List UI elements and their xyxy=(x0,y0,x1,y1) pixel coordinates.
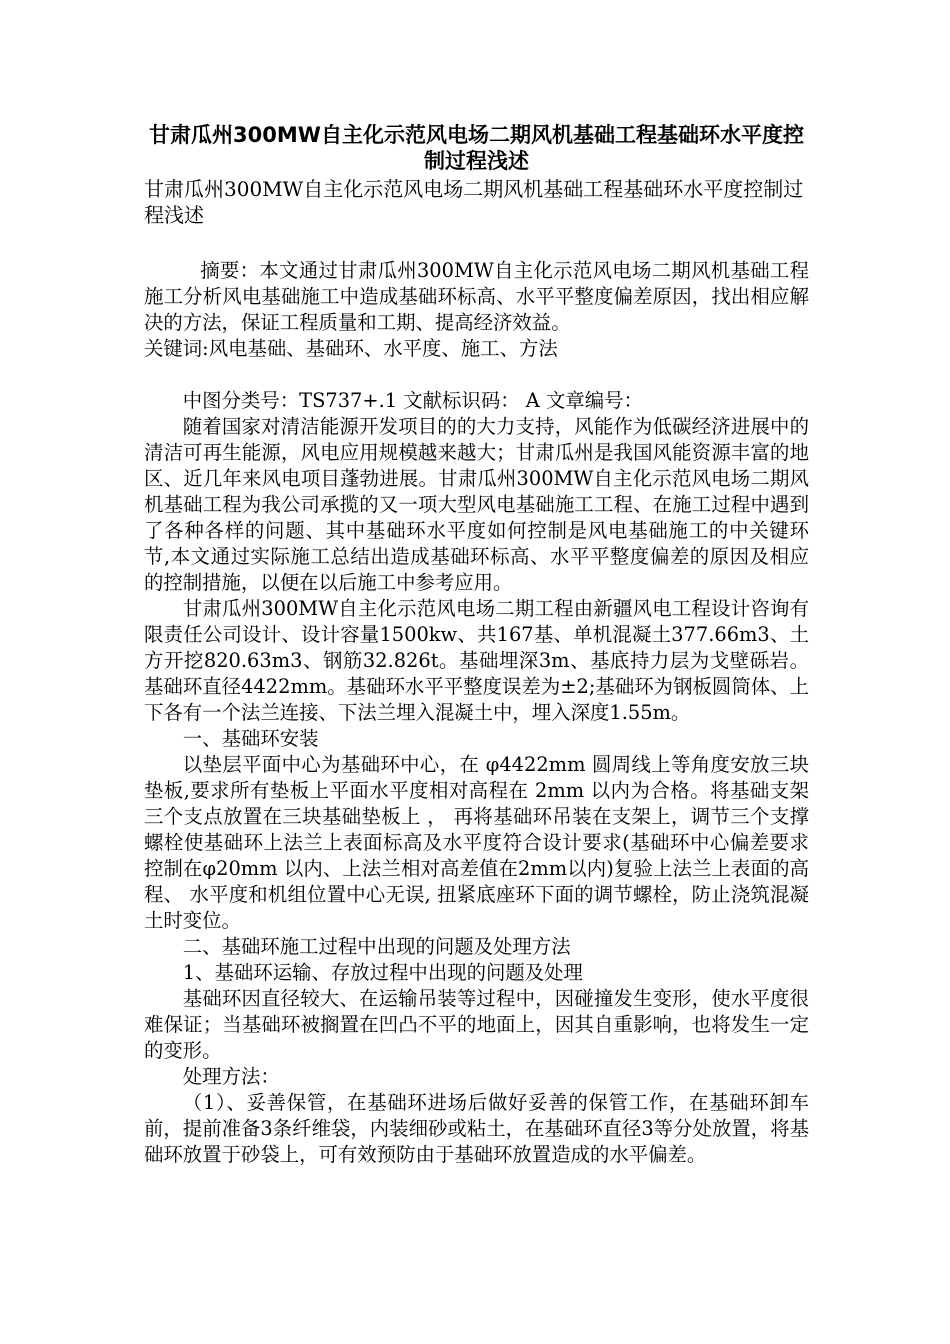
document-subtitle: 甘肃瓜州300MW自主化示范风电场二期风机基础工程基础环水平度控制过程浅述 xyxy=(144,177,804,227)
spacer xyxy=(144,228,809,258)
section-heading: 一、基础环安装 xyxy=(182,727,319,750)
subsection-heading: 1、基础环运输、存放过程中出现的问题及处理 xyxy=(182,961,583,984)
body-paragraph: 处理方法： xyxy=(182,1065,280,1088)
body-paragraph: 随着国家对清洁能源开发项目的的大力支持，风能作为低碳经济进展中的清洁可再生能源，风电应用规模越来越大；甘肃瓜州是我国风能资源丰富的地区、近几年来风电项目蓬勃进展。甘肃瓜州300MW自主化示范风电场二期风机基础工程为我公司承揽的又一项大型风电基础施工工程、在施工过程中遇到了各种各样的问题、其中基础环水平度如何控制是风电基础施工的中关键环节,本文通过实际施工总结出造成基础环标高、水平平整度偏差的原因及相应的控制措施，以便在以后施工中参考应用。 xyxy=(144,415,809,594)
document-title: 甘肃瓜州300MW自主化示范风电场二期风机基础工程基础环水平度控制过程浅述 xyxy=(149,123,804,173)
body-paragraph: 基础环因直径较大、在运输吊装等过程中，因碰撞发生变形，使水平度很难保证；当基础环被搁置在凹凸不平的地面上，因其自重影响，也将发生一定的变形。 xyxy=(144,987,809,1062)
document-page xyxy=(144,122,809,1168)
abstract-paragraph: 摘要：本文通过甘肃瓜州300MW自主化示范风电场二期风机基础工程施工分析风电基础施工中造成基础环标高、水平平整度偏差原因，找出相应解决的方法，保证工程质量和工期、提高经济效益。 xyxy=(144,259,809,334)
body-paragraph: 甘肃瓜州300MW自主化示范风电场二期工程由新疆风电工程设计咨询有限责任公司设计、设计容量1500kw、共167基、单机混凝土377.66m3、土方开挖820.63m3、钢筋32.826t。基础埋深3m、基底持力层为戈壁砾岩。基础环直径4422mm。基础环水平平整度误差为±2;基础环为钢板圆筒体、上下各有一个法兰连接、下法兰埋入混凝土中，埋入深度1.55m。 xyxy=(144,597,809,724)
keywords-line: 关键词:风电基础、基础环、水平度、施工、方法 xyxy=(144,337,558,360)
spacer xyxy=(144,362,809,388)
body-paragraph: （1）、妥善保管，在基础环进场后做好妥善的保管工作，在基础环卸车前，提前准备3条纤维袋，内装细砂或粘土，在基础环直径3等分处放置，将基础环放置于砂袋上，可有效预防由于基础环放置造成的水平偏差。 xyxy=(144,1091,809,1166)
classification-line: 中图分类号：TS737+.1 文献标识码： A 文章编号： xyxy=(182,389,643,412)
section-heading: 二、基础环施工过程中出现的问题及处理方法 xyxy=(182,935,571,958)
body-paragraph: 以垫层平面中心为基础环中心，在 φ4422mm 圆周线上等角度安放三块垫板,要求所有垫板上平面水平度相对高程在 2mm 以内为合格。将基础支架三个支点放置在三块基础垫板上 ， 再将基础环吊装在支架上，调节三个支撑螺栓使基础环上法兰上表面标高及水平度符合设计要求(基础环中心偏差要求控制在φ20mm 以内、上法兰相对高差值在2mm以内)复验上法兰上表面的高程、 水平度和机组位置中心无误, 扭紧底座环下面的调节螺栓，防止浇筑混凝土时变位。 xyxy=(144,753,809,932)
